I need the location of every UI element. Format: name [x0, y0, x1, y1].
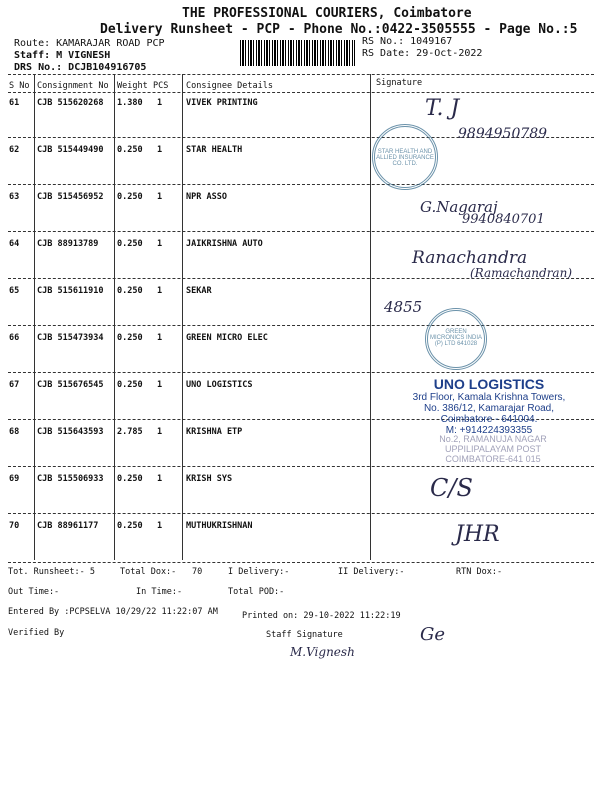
route-label: Route: KAMARAJAR ROAD PCP — [14, 38, 165, 49]
cell-consignee: KRISH SYS — [186, 474, 233, 484]
table-header-rule — [8, 92, 594, 93]
cell-weight: 0.250 — [117, 474, 143, 484]
cell-cno: CJB 515620268 — [37, 98, 104, 108]
cell-weight: 0.250 — [117, 521, 143, 531]
signature-61-phone: 9894950789 — [458, 126, 548, 142]
cell-consignee: STAR HEALTH — [186, 145, 243, 155]
printed-on: Printed on: 29-10-2022 11:22:19 — [242, 611, 401, 621]
staff-label: Staff: M VIGNESH — [14, 50, 111, 61]
tot-runsheet: Tot. Runsheet:- 5 — [8, 567, 95, 577]
col-header-pcs: PCS — [153, 81, 169, 91]
signature-63: G.Nagaraj — [420, 198, 498, 216]
cell-sno: 63 — [9, 192, 20, 202]
barcode — [240, 40, 355, 66]
col-header-weight: Weight — [117, 81, 148, 91]
cell-cno: CJB 515611910 — [37, 286, 104, 296]
cell-cno: CJB 515456952 — [37, 192, 104, 202]
cell-weight: 0.250 — [117, 333, 143, 343]
i-delivery: I Delivery:- — [228, 567, 290, 577]
cell-weight: 0.250 — [117, 239, 143, 249]
star-health-stamp: STAR HEALTH AND ALLIED INSURANCE CO. LTD. — [372, 124, 438, 190]
signature-63-phone: 9940840701 — [462, 212, 545, 227]
cell-sno: 70 — [9, 521, 20, 531]
verified-by: Verified By — [8, 628, 65, 638]
cell-pcs: 1 — [157, 380, 163, 390]
cell-cno: CJB 515449490 — [37, 145, 104, 155]
cell-sno: 64 — [9, 239, 20, 249]
signature-65: 4855 — [384, 298, 423, 316]
runsheet-subtitle: Delivery Runsheet - PCP - Phone No.:0422-3505555 - Page No.:5 — [100, 22, 578, 37]
cell-consignee: UNO LOGISTICS — [186, 380, 253, 390]
entered-by: Entered By :PCPSELVA 10/29/22 11:22:07 AM — [8, 607, 218, 617]
signature-61: T. J — [425, 96, 460, 121]
row-divider — [8, 466, 594, 467]
cell-consignee: KRISHNA ETP — [186, 427, 243, 437]
cell-weight: 2.785 — [117, 427, 143, 437]
cell-cno: CJB 515676545 — [37, 380, 104, 390]
cell-cno: CJB 515506933 — [37, 474, 104, 484]
cell-consignee: NPR ASSO — [186, 192, 227, 202]
cell-pcs: 1 — [157, 427, 163, 437]
row-divider — [8, 513, 594, 514]
uno-logistics-stamp: UNO LOGISTICS 3rd Floor, Kamala Krishna Towers, No. 386/12, Kamarajar Road, Coimbatore - 641004. M: +914224393355 — [412, 376, 566, 436]
company-title: THE PROFESSIONAL COURIERS, Coimbatore — [182, 6, 472, 21]
cell-cno: CJB 515643593 — [37, 427, 104, 437]
table-top-rule — [8, 74, 594, 75]
staff-signature: M.Vignesh — [290, 645, 355, 659]
col-header-consignee: Consignee Details — [186, 81, 273, 91]
total-dox-value: 70 — [192, 567, 203, 577]
cell-weight: 0.250 — [117, 380, 143, 390]
cell-cno: CJB 88913789 — [37, 239, 99, 249]
col-divider — [182, 74, 183, 560]
cell-sno: 68 — [9, 427, 20, 437]
rtn-dox: RTN Dox:- — [456, 567, 503, 577]
cell-pcs: 1 — [157, 145, 163, 155]
cell-pcs: 1 — [157, 98, 163, 108]
cell-sno: 62 — [9, 145, 20, 155]
in-time: In Time:- — [136, 587, 183, 597]
cell-sno: 67 — [9, 380, 20, 390]
row-divider — [8, 325, 594, 326]
col-header-consignment: Consignment No — [37, 81, 109, 91]
ii-delivery: II Delivery:- — [338, 567, 405, 577]
cell-consignee: MUTHUKRISHNAN — [186, 521, 253, 531]
cell-pcs: 1 — [157, 474, 163, 484]
rs-number: RS No.: 1049167 — [362, 36, 453, 47]
signature-64-name: (Ramachandran) — [470, 266, 572, 280]
rs-date: RS Date: 29-Oct-2022 — [362, 48, 483, 59]
cell-pcs: 1 — [157, 239, 163, 249]
cell-sno: 69 — [9, 474, 20, 484]
total-pod: Total POD:- — [228, 587, 285, 597]
cell-pcs: 1 — [157, 333, 163, 343]
cell-consignee: GREEN MICRO ELEC — [186, 333, 268, 343]
cell-sno: 66 — [9, 333, 20, 343]
cell-weight: 1.380 — [117, 98, 143, 108]
col-divider — [114, 74, 115, 560]
footer-rule — [8, 562, 594, 563]
cell-cno: CJB 515473934 — [37, 333, 104, 343]
out-time: Out Time:- — [8, 587, 60, 597]
cell-consignee: JAIKRISHNA AUTO — [186, 239, 263, 249]
row-divider — [8, 231, 594, 232]
total-dox-label: Total Dox:- — [120, 567, 177, 577]
cell-weight: 0.250 — [117, 145, 143, 155]
signature-64: Ranachandra — [412, 248, 528, 268]
col-header-signature: Signature — [376, 78, 423, 88]
row-divider — [8, 372, 594, 373]
cell-consignee: SEKAR — [186, 286, 212, 296]
cell-sno: 65 — [9, 286, 20, 296]
col-divider — [370, 74, 371, 560]
col-divider — [34, 74, 35, 560]
verified-signature: Ge — [420, 624, 446, 645]
cell-pcs: 1 — [157, 192, 163, 202]
cell-sno: 61 — [9, 98, 20, 108]
cell-pcs: 1 — [157, 286, 163, 296]
signature-69: C/S — [430, 474, 473, 502]
row-divider — [8, 184, 594, 185]
cell-weight: 0.250 — [117, 286, 143, 296]
drs-number: DRS No.: DCJB104916705 — [14, 62, 147, 73]
green-micronics-stamp: GREEN MICRONICS INDIA (P) LTD 641028 — [425, 308, 487, 370]
cell-cno: CJB 88961177 — [37, 521, 99, 531]
krishna-etp-stamp: No.2, RAMANUJA NAGAR UPPILIPALAYAM POST COIMBATORE-641 015 — [439, 434, 547, 464]
staff-signature-label: Staff Signature — [266, 630, 343, 640]
cell-weight: 0.250 — [117, 192, 143, 202]
signature-70: JHR — [455, 522, 500, 547]
col-header-sno: S No — [9, 81, 30, 91]
cell-consignee: VIVEK PRINTING — [186, 98, 258, 108]
cell-pcs: 1 — [157, 521, 163, 531]
